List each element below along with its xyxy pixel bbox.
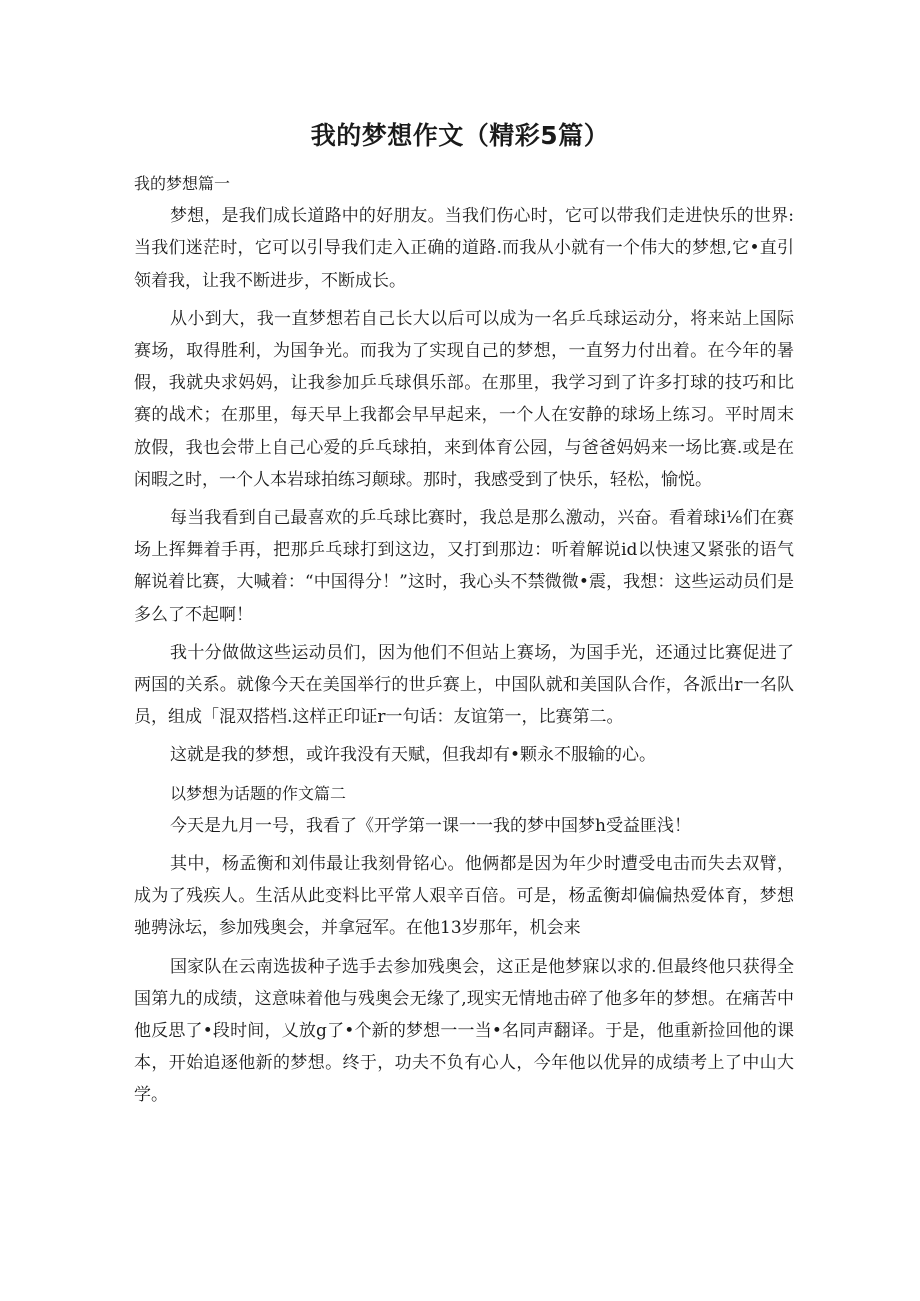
paragraph: 我十分做做这些运动员们，因为他们不但站上赛场，为国手光，还通过比赛促进了两国的关系。就像今天在美国举行的世乒赛上，中国队就和美国队合作，各派出r一名队员，组成「混双搭档.这样正印证r一句话：友谊第一，比赛第二。 [134,642,794,728]
document-title: 我的梦想作文（精彩5篇） [310,121,610,150]
paragraph: 从小到大，我一直梦想若自己长大以后可以成为一名乒乓球运动分，将来站上国际赛场，取得胜利，为国争光。而我为了实现自己的梦想，一直努力付出着。在今年的暑假，我就央求妈妈，让我参加乒乓球俱乐部。在那里，我学习到了许多打球的技巧和比赛的战术；在那里，每天早上我都会早早起来，一个人在安静的球场上练习。平时周末放假，我也会带上自己心爱的乒乓球拍，来到体育公园，与爸爸妈妈来一场比赛.或是在闲暇之时，一个人本岩球拍练习颠球。那时，我感受到了快乐，轻松，愉悦。 [134,308,794,490]
paragraph: 梦想，是我们成长道路中的好朋友。当我们伤心时，它可以带我们走进快乐的世界:当我们迷茫时，它可以引导我们走入正确的道路.而我从小就有一个伟大的梦想,它•直引领着我，让我不断进步，不断成长。 [134,206,794,291]
paragraph: 这就是我的梦想，或许我没有天赋，但我却有•颗永不服输的心。 [170,745,657,766]
paragraph: 每当我看到自己最喜欢的乒乓球比赛时，我总是那么激动，兴奋。看着球i⅛们在赛场上挥舞着手再，把那乒乓球打到这边，又打到那边：听着解说id以快速又紧张的语气解说着比赛，大喊着：“中国得分！”这时，我心头不禁微微•震，我想：这些运动员们是多么了不起啊！ [134,508,794,625]
paragraph: 其中，杨孟衡和刘伟最让我刻骨铭心。他俩都是因为年少时遭受电击而失去双臂，成为了残疾人。生活从此变料比平常人艰辛百倍。可是，杨孟衡却偏偏热爱体育，梦想驰骋泳坛，参加残奥会，并拿冠军。在他13岁那年，机会来 [134,854,794,939]
paragraph: 国家队在云南选拔种子选手去参加残奥会，这正是他梦寐以求的.但最终他只获得全国第九的成绩，这意味着他与残奥会无缘了,现实无情地击碎了他多年的梦想。在痛苦中他反思了•段时间，乂放g了•个新的梦想一一当•名同声翻译。于是，他重新捡回他的课本，开始追逐他新的梦想。终于，功夫不负有心人，今年他以优异的成绩考上了中山大学。 [134,956,794,1106]
section-heading: 我的梦想篇一 [134,174,231,193]
paragraph: 今天是九月一号，我看了《开学第一课一一我的梦中国梦h受益匪浅！ [170,815,691,836]
section-heading: 以梦想为话题的作文篇二 [170,783,347,803]
document-body [134,168,794,1118]
